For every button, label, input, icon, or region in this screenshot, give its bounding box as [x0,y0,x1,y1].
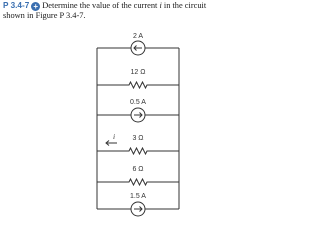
arrow-right-icon [134,207,142,212]
problem-text-line1-end: in the circuit [163,1,207,10]
resistor-3-ohm [97,148,179,154]
resistor-6-ohm [97,179,179,185]
label-resistor-6: 6 Ω [132,166,144,173]
label-source-0-5a: 0.5 A [130,99,146,106]
label-resistor-12: 12 Ω [130,69,146,76]
label-current-i: i [112,132,116,141]
plus-icon[interactable]: + [31,2,40,11]
problem-text-line1: Determine the value of the current [42,1,158,10]
label-source-1-5a: 1.5 A [130,193,146,200]
arrow-left-icon [134,46,142,51]
arrow-right-icon [134,113,142,118]
resistor-12-ohm [97,82,179,88]
problem-text-line2: shown in Figure P 3.4-7. [3,11,86,20]
label-source-2a: 2 A [132,33,144,40]
label-resistor-3: 3 Ω [132,135,144,142]
problem-number: P 3.4-7 [3,1,30,10]
current-arrow-icon [106,141,117,146]
current-variable: i [159,1,162,10]
